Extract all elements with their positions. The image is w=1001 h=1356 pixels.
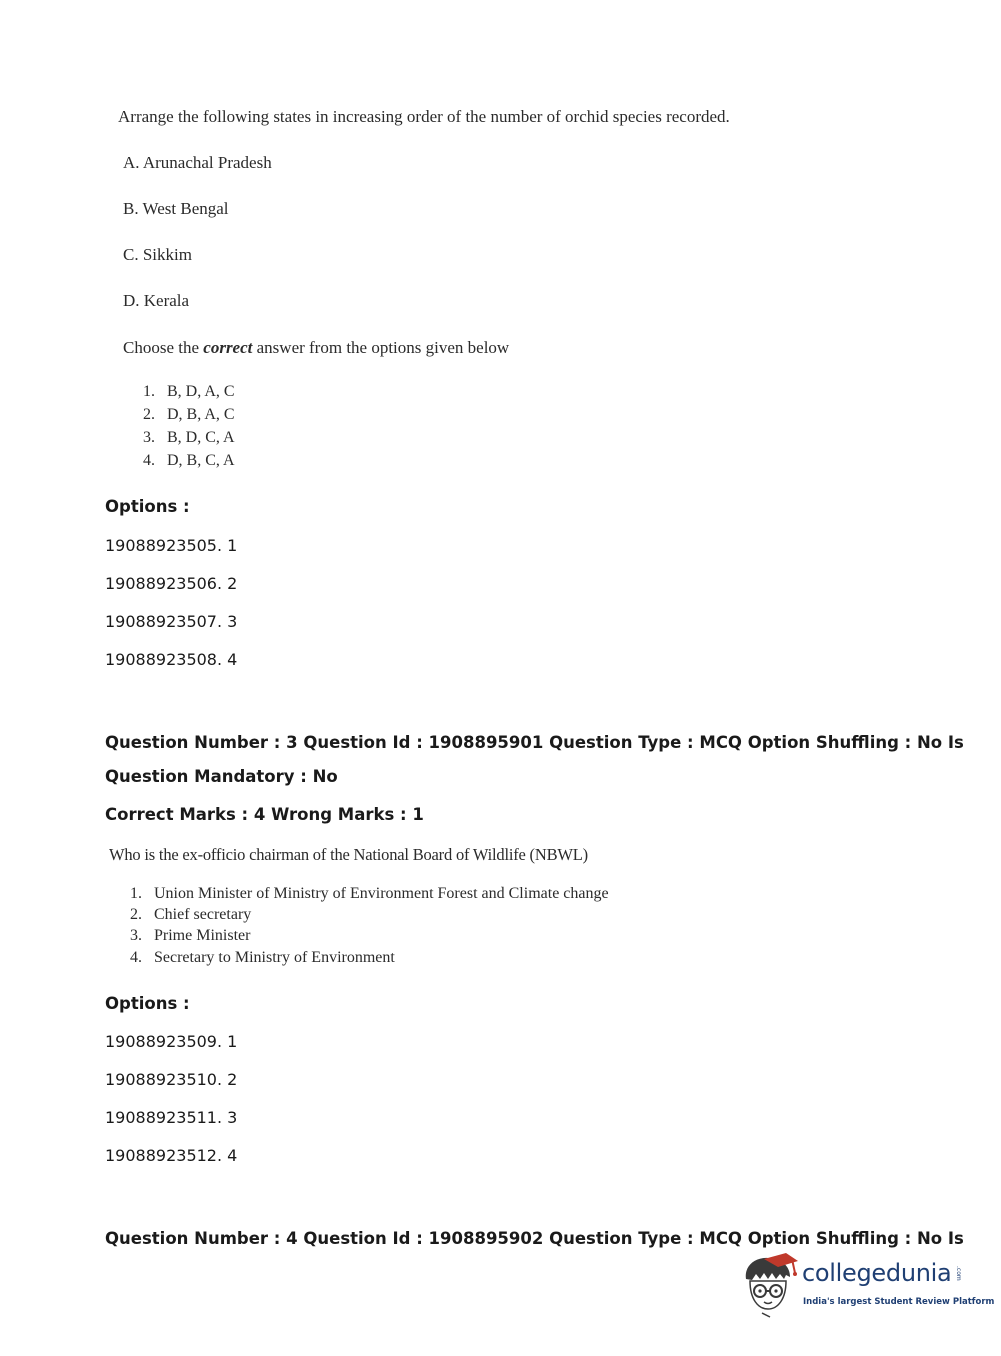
q3-answer-1: 1. Union Minister of Ministry of Environment Forest and Climate change (130, 885, 609, 902)
q2-options-label: Options : (105, 497, 190, 516)
q2-instruction: Choose the correct answer from the options given below (123, 338, 510, 357)
logo-wordmark: collegedunia (802, 1259, 952, 1287)
q3-options-label: Options : (105, 994, 190, 1013)
q2-answer-4: 4. D, B, C, A (143, 452, 235, 469)
q3-option-3: 19088923511. 3 (105, 1108, 238, 1127)
q2-item-d: D. Kerala (123, 291, 190, 310)
q2-instruction-emphasis: correct (203, 338, 253, 357)
q2-option-3: 19088923507. 3 (105, 612, 238, 631)
q2-item-b: B. West Bengal (123, 199, 229, 218)
collegedunia-logo (740, 1253, 995, 1319)
q4-header-line-1: Question Number : 4 Question Id : 1908895902 Question Type : MCQ Option Shuffling : No Is (105, 1229, 964, 1248)
logo-domain-suffix: .com (955, 1266, 962, 1281)
q2-option-1: 19088923505. 1 (105, 536, 238, 555)
q3-marks: Correct Marks : 4 Wrong Marks : 1 (105, 805, 424, 824)
q3-header-line-2: Question Mandatory : No (105, 767, 338, 786)
q3-option-2: 19088923510. 2 (105, 1070, 238, 1089)
q3-answer-3: 3. Prime Minister (130, 927, 251, 944)
q2-item-c: C. Sikkim (123, 245, 192, 264)
q3-option-1: 19088923509. 1 (105, 1032, 238, 1051)
q2-answer-1: 1. B, D, A, C (143, 383, 235, 400)
q2-item-a: A. Arunachal Pradesh (123, 153, 272, 172)
q3-option-4: 19088923512. 4 (105, 1146, 238, 1165)
q2-question-stem: Arrange the following states in increasing order of the number of orchid species recorded. (118, 107, 730, 126)
logo-tagline: India's largest Student Review Platform (803, 1297, 995, 1307)
q3-header-line-1: Question Number : 3 Question Id : 1908895901 Question Type : MCQ Option Shuffling : No Is (105, 733, 964, 752)
q2-option-2: 19088923506. 2 (105, 574, 238, 593)
q2-answer-2: 2. D, B, A, C (143, 406, 235, 423)
mascot-icon (740, 1253, 802, 1319)
q3-answer-2: 2. Chief secretary (130, 906, 252, 923)
q3-answer-4: 4. Secretary to Ministry of Environment (130, 949, 395, 966)
q3-question-stem: Who is the ex-officio chairman of the National Board of Wildlife (NBWL) (109, 845, 588, 864)
q2-option-4: 19088923508. 4 (105, 650, 238, 669)
q2-answer-3: 3. B, D, C, A (143, 429, 235, 446)
